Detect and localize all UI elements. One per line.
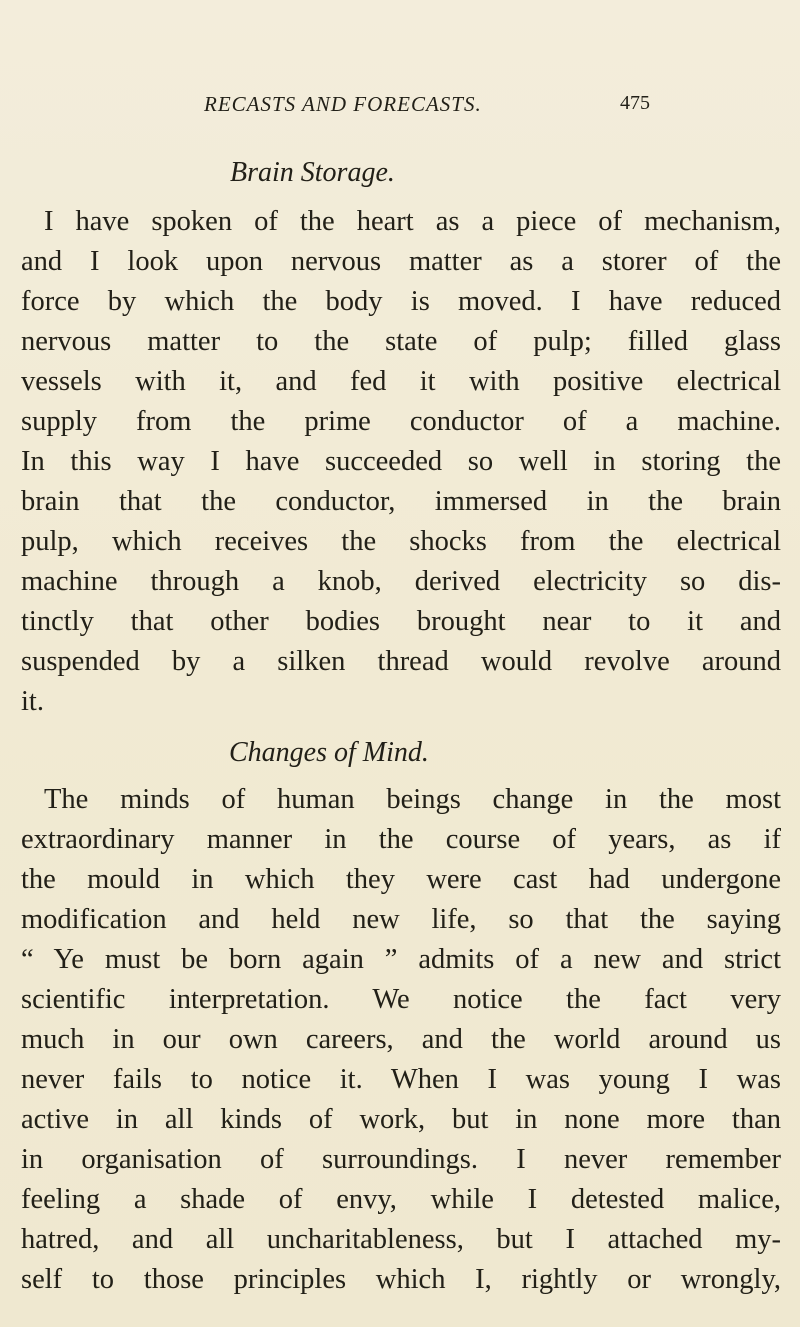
text-line: self to those principles which I, rightly or wrongly,: [21, 1264, 781, 1295]
text-line: active in all kinds of work, but in none more than: [21, 1104, 781, 1135]
text-line: hatred, and all uncharitableness, but I attached my-: [21, 1224, 781, 1255]
text-line: it.: [21, 686, 44, 717]
text-line: and I look upon nervous matter as a storer of the: [21, 246, 781, 277]
running-title: RECASTS AND FORECASTS.: [204, 92, 482, 116]
text-line: in organisation of surroundings. I never remember: [21, 1144, 781, 1175]
text-line: vessels with it, and fed it with positive electrical: [21, 366, 781, 397]
text-line: feeling a shade of envy, while I detested malice,: [21, 1184, 781, 1215]
section-title-changes-of-mind: Changes of Mind.: [229, 737, 429, 768]
text-line: supply from the prime conductor of a machine.: [21, 406, 781, 437]
text-line: the mould in which they were cast had undergone: [21, 864, 781, 895]
section-title-brain-storage: Brain Storage.: [230, 157, 395, 188]
text-line: modification and held new life, so that the saying: [21, 904, 781, 935]
text-line: In this way I have succeeded so well in storing the: [21, 446, 781, 477]
text-line: force by which the body is moved. I have reduced: [21, 286, 781, 317]
text-line: nervous matter to the state of pulp; filled glass: [21, 326, 781, 357]
text-line: I have spoken of the heart as a piece of mechanism,: [44, 206, 781, 237]
text-line: extraordinary manner in the course of years, as if: [21, 824, 781, 855]
text-line: never fails to notice it. When I was young I was: [21, 1064, 781, 1095]
text-line: The minds of human beings change in the most: [44, 784, 781, 815]
text-line: suspended by a silken thread would revolve around: [21, 646, 781, 677]
text-line: “ Ye must be born again ” admits of a new and strict: [21, 944, 781, 975]
text-line: brain that the conductor, immersed in the brain: [21, 486, 781, 517]
text-line: tinctly that other bodies brought near to it and: [21, 606, 781, 637]
running-head: [204, 92, 650, 122]
text-line: pulp, which receives the shocks from the electrical: [21, 526, 781, 557]
page-number: 475: [620, 92, 650, 114]
text-line: much in our own careers, and the world around us: [21, 1024, 781, 1055]
text-line: machine through a knob, derived electricity so dis-: [21, 566, 781, 597]
text-line: scientific interpretation. We notice the fact very: [21, 984, 781, 1015]
